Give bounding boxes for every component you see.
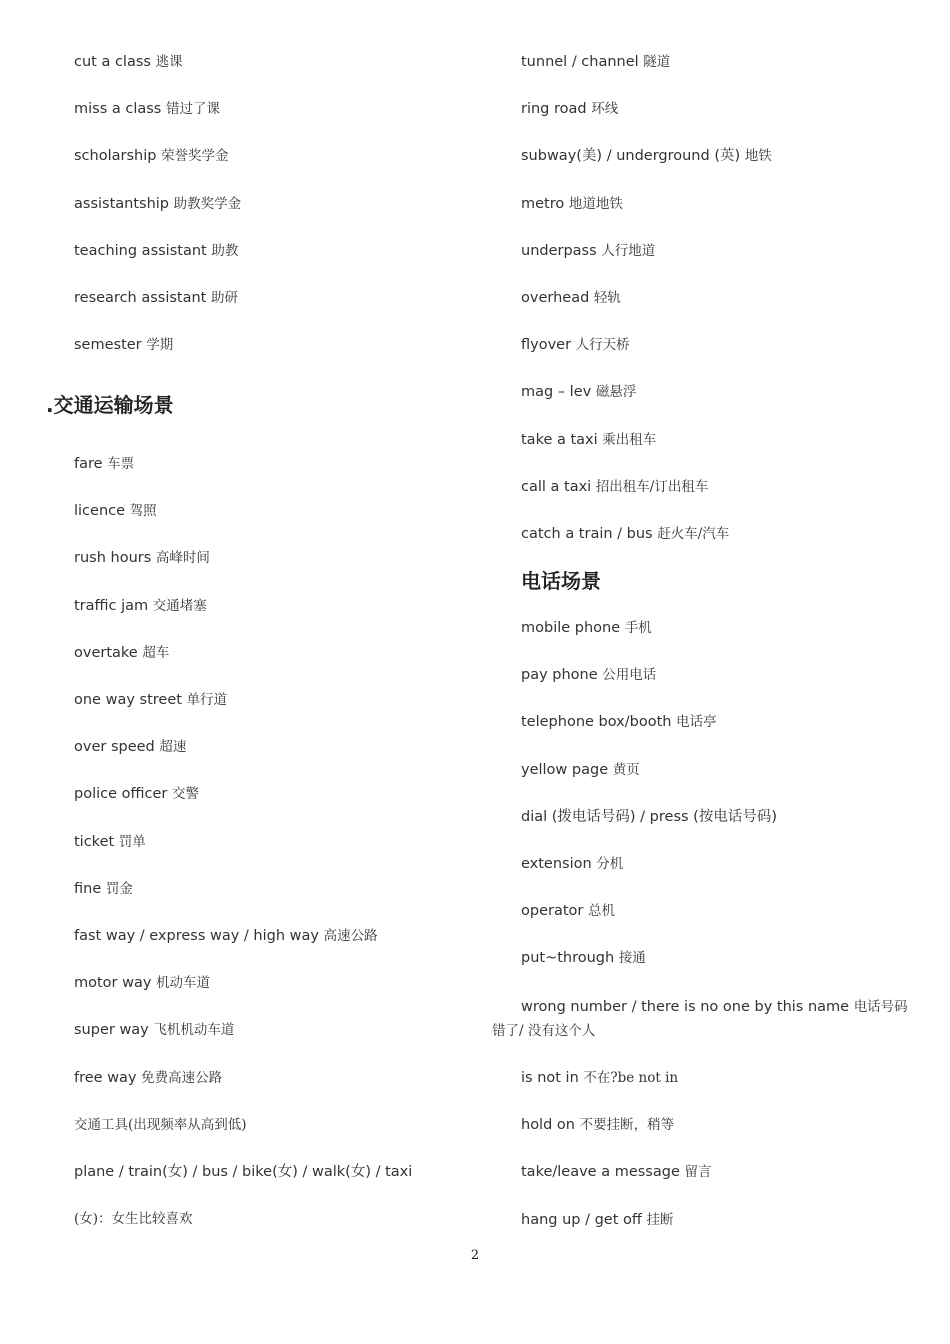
entry-chinese: 超车: [142, 644, 170, 661]
entry-chinese: 总机: [587, 903, 615, 920]
entry-english: take/leave a message: [521, 1164, 685, 1181]
entry-chinese: 电话号码错了/ 没有这个人: [492, 999, 908, 1039]
vocab-entry: [74, 146, 229, 166]
vocab-entry: [521, 665, 656, 685]
entry-chinese: 乘出租车: [602, 431, 657, 448]
entry-chinese: 罚金: [105, 880, 133, 897]
vocab-entry-wrapped: [492, 995, 912, 1043]
entry-english: over speed: [74, 739, 160, 756]
entry-english: super way: [74, 1022, 154, 1039]
entry-english: underpass: [521, 242, 602, 259]
entry-english: yellow page: [521, 761, 613, 778]
entry-english: dial (拨电话号码) / press (按电话号码): [521, 808, 777, 825]
entry-chinese: 接通: [618, 950, 646, 967]
vocab-entry: [74, 1209, 193, 1229]
entry-chinese: 轻轨: [593, 290, 621, 306]
entry-chinese: 赶火车/汽车: [657, 526, 730, 542]
entry-chinese: 交警: [172, 786, 199, 803]
entry-chinese: 挂断: [646, 1211, 674, 1228]
vocab-entry: [521, 618, 652, 638]
vocab-entry: [74, 643, 169, 663]
vocab-entry: [74, 926, 378, 946]
entry-english: catch a train / bus: [521, 526, 658, 542]
vocab-entry: [74, 1068, 222, 1088]
entry-chinese: 地道地铁: [568, 195, 623, 212]
entry-english: cut a class: [74, 54, 156, 70]
vocab-entry: [74, 690, 227, 710]
entry-chinese: 人行天桥: [575, 337, 630, 354]
vocab-entry: [521, 901, 615, 921]
entry-chinese: 黄页: [612, 761, 640, 778]
vocab-entry: [74, 241, 238, 261]
vocab-entry: [521, 194, 623, 214]
vocab-entry: [521, 948, 646, 968]
entry-english: mag – lev: [521, 384, 596, 401]
entry-english: traffic jam: [74, 597, 153, 614]
vocab-entry: [74, 596, 207, 616]
entry-chinese: 飞机机动车道: [153, 1022, 235, 1039]
entry-chinese: 交通堵塞: [152, 597, 207, 614]
vocab-entry: [74, 737, 186, 757]
vocab-entry: [521, 1162, 711, 1182]
vocab-entry: [74, 784, 199, 804]
entry-chinese: 分机: [596, 856, 624, 872]
vocab-entry: [521, 477, 708, 497]
entry-english: hold on: [521, 1117, 580, 1134]
entry-english: police officer: [74, 786, 172, 803]
entry-chinese: 罚单: [118, 833, 146, 850]
page-number: 2: [470, 1248, 480, 1263]
vocab-entry: [74, 1020, 234, 1040]
entry-chinese: 人行地道: [601, 242, 656, 259]
entry-english: licence: [74, 503, 130, 520]
entry-chinese: 高峰时间: [155, 550, 210, 567]
entry-chinese: 环线: [591, 101, 619, 118]
entry-english: flyover: [521, 337, 576, 354]
vocab-entry: [74, 973, 210, 993]
entry-english: telephone box/booth: [521, 714, 677, 731]
entry-chinese: 电话亭: [676, 714, 717, 731]
entry-english: free way: [74, 1069, 142, 1086]
entry-english: miss a class: [74, 101, 166, 118]
vocab-entry: [521, 382, 636, 402]
entry-chinese: 单行道: [186, 692, 228, 708]
section-heading-phone: 电话场景: [521, 569, 601, 593]
vocab-entry: [521, 1115, 674, 1135]
entry-english: fine: [74, 880, 106, 897]
vocab-entry: [74, 99, 220, 119]
entry-chinese: 助教: [211, 242, 239, 259]
vocab-entry: [74, 52, 183, 72]
vocab-entry: [521, 807, 777, 827]
vocab-entry: [74, 879, 133, 899]
entry-english: ticket: [74, 833, 119, 850]
vocab-entry: [521, 524, 729, 544]
entry-english: call a taxi: [521, 478, 596, 495]
entry-chinese: 交通工具(出现频率从高到低): [74, 1116, 247, 1133]
entry-english: metro: [521, 195, 569, 212]
entry-english: scholarship: [74, 148, 162, 165]
entry-english: overhead: [521, 290, 594, 306]
vocab-entry: [74, 1162, 412, 1182]
vocab-entry: [521, 241, 655, 261]
entry-english: one way street: [74, 692, 187, 708]
entry-english: plane / train(女) / bus / bike(女) / walk(女) / taxi: [74, 1164, 413, 1180]
entry-english: operator: [521, 903, 588, 920]
vocab-entry: [74, 548, 210, 568]
entry-chinese: 荣誉奖学金: [161, 148, 229, 165]
vocab-entry: [74, 335, 173, 355]
entry-chinese: 机动车道: [156, 975, 211, 992]
entry-english: wrong number / there is no one by this name: [521, 999, 854, 1015]
vocab-entry: [521, 854, 623, 874]
entry-chinese: 学期: [146, 337, 174, 354]
entry-english: tunnel / channel: [521, 54, 644, 70]
entry-chinese: 逃课: [155, 54, 183, 70]
entry-chinese: 磁悬浮: [595, 384, 637, 401]
entry-chinese: 不要挂断，稍等: [579, 1117, 675, 1134]
entry-chinese: 不在?be not in: [583, 1070, 679, 1086]
vocab-entry: [521, 712, 717, 732]
vocab-entry: [521, 430, 656, 450]
vocab-entry: [521, 288, 621, 308]
vocab-entry: [74, 288, 238, 308]
entry-chinese: 助教奖学金: [173, 195, 242, 212]
entry-english: mobile phone: [521, 620, 625, 636]
entry-chinese: 车票: [107, 456, 135, 472]
entry-english: research assistant: [74, 290, 211, 306]
entry-chinese: 驾照: [129, 503, 157, 520]
vocab-entry: [521, 52, 670, 72]
entry-english: hang up / get off: [521, 1211, 647, 1228]
vocab-entry: [74, 832, 146, 852]
vocab-entry: [74, 1115, 247, 1135]
entry-english: fast way / express way / high way: [74, 928, 324, 944]
entry-chinese: 留言: [684, 1164, 712, 1181]
entry-english: teaching assistant: [74, 242, 212, 259]
entry-english: subway(美) / underground (英): [521, 148, 745, 165]
entry-english: is not in: [521, 1070, 584, 1086]
vocab-entry: [521, 335, 630, 355]
entry-chinese: 招出租车/订出租车: [595, 478, 709, 495]
entry-english: semester: [74, 337, 147, 354]
entry-english: overtake: [74, 644, 143, 661]
vocab-entry: [74, 501, 157, 521]
entry-chinese: 手机: [624, 620, 652, 636]
entry-chinese: 助研: [210, 290, 238, 306]
entry-english: put~through: [521, 950, 619, 967]
entry-english: rush hours: [74, 550, 156, 567]
entry-chinese: 隧道: [643, 54, 671, 70]
entry-english: ring road: [521, 101, 592, 118]
entry-chinese: 高速公路: [323, 928, 378, 944]
vocab-entry: [521, 760, 640, 780]
entry-chinese: 地铁: [744, 148, 772, 165]
vocab-entry: [521, 1068, 678, 1088]
entry-english: motor way: [74, 975, 157, 992]
vocab-entry: [521, 99, 618, 119]
vocab-entry: [74, 454, 134, 474]
entry-chinese: 错过了课: [165, 101, 220, 118]
entry-chinese: 超速: [159, 739, 187, 756]
entry-english: pay phone: [521, 667, 603, 684]
vocab-entry: [521, 146, 772, 166]
entry-english: take a taxi: [521, 431, 603, 448]
entry-chinese: 公用电话: [602, 667, 657, 684]
vocab-entry: [521, 1210, 673, 1230]
section-heading-transport: .交通运输场景: [46, 393, 174, 417]
vocab-entry: [74, 194, 241, 214]
entry-english: fare: [74, 456, 108, 472]
entry-chinese: 免费高速公路: [141, 1069, 223, 1086]
entry-english: extension: [521, 856, 597, 872]
entry-chinese: (女)：女生比较喜欢: [74, 1211, 193, 1228]
entry-english: assistantship: [74, 195, 174, 212]
